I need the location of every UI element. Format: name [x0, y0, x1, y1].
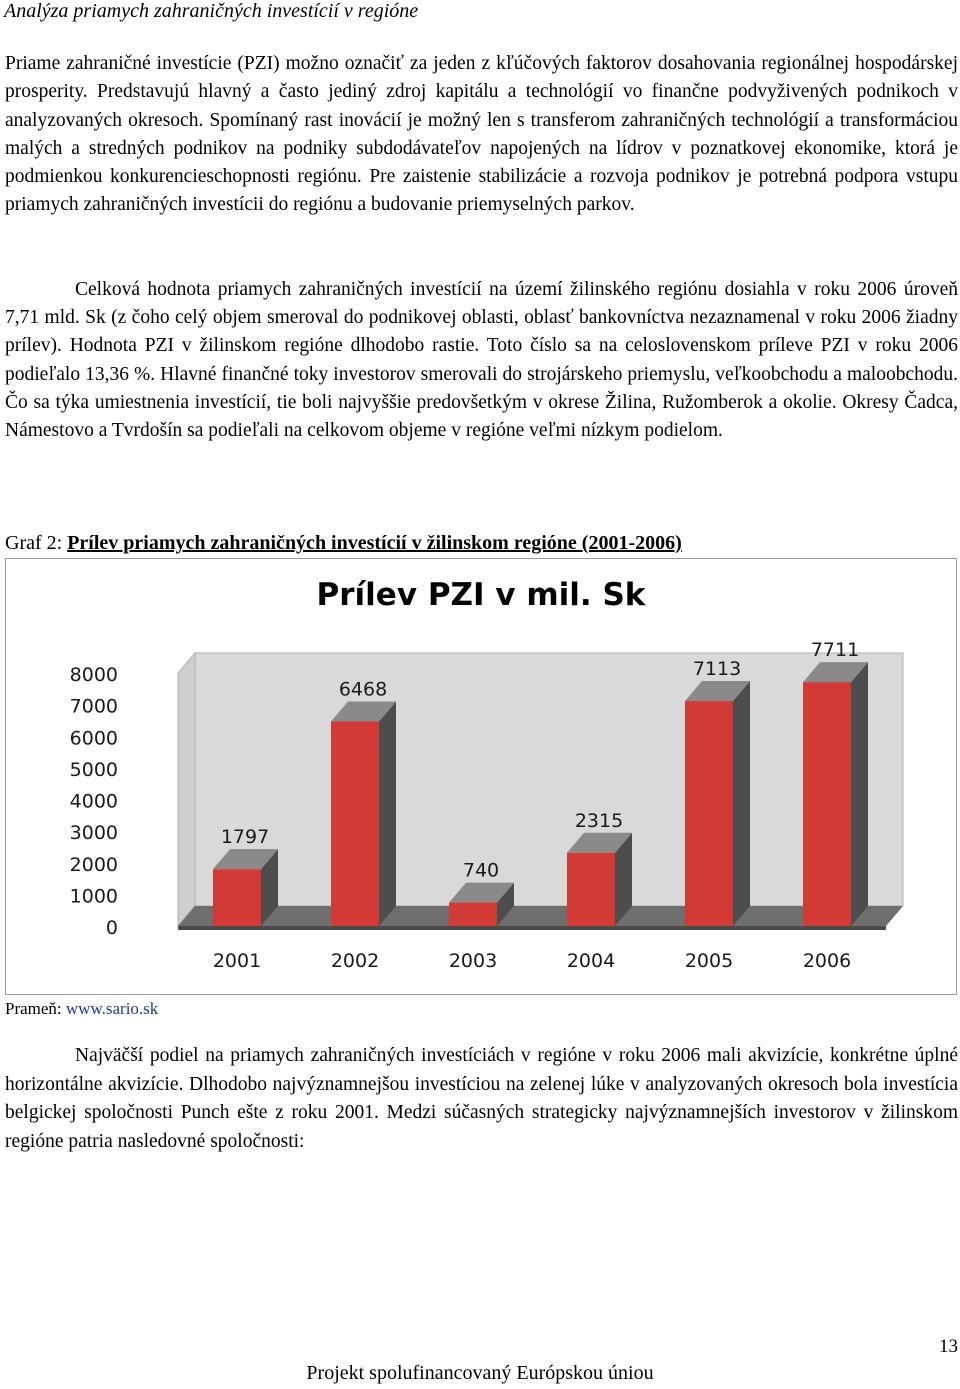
y-tick-label: 3000	[69, 822, 118, 845]
x-tick-label-2005: 2005	[684, 950, 734, 972]
paragraph-acquisitions: Najväčší podiel na priamych zahraničných investíciách v regióne v roku 2006 mali akvizície, konkrétne úplné horizontálne akvizície. Dlhodobo najvýznamnejšou investíciou na zelenej lúke v analyzovaných okresoch bola investícia belgickej spoločnosti Punch ešte z roku 2001. Medzi súčasných strategicky najvýznamnejších investorov v žilinskom regióne patria nasledovné spoločnosti:	[5, 1045, 958, 1152]
x-tick-label-2003: 2003	[448, 950, 498, 972]
chart-caption-title: Prílev priamych zahraničných investícií v žilinskom regióne (2001-2006)	[67, 532, 682, 554]
source-link[interactable]: www.sario.sk	[65, 999, 159, 1018]
pzi-inflow-chart	[5, 558, 957, 995]
data-label-2002: 6468	[338, 678, 388, 701]
source-label: Prameň:	[5, 999, 66, 1018]
chart-caption	[5, 529, 682, 557]
chart-floor	[178, 906, 903, 926]
bar-side	[851, 662, 868, 926]
bar-2001	[213, 869, 261, 926]
data-label-2001: 1797	[220, 826, 270, 849]
bar-2002	[331, 721, 379, 926]
y-tick-label: 2000	[69, 853, 118, 876]
chart-back-wall	[195, 653, 903, 906]
data-label-2004: 2315	[574, 809, 624, 832]
page-footer: Projekt spolufinancovaný Európskou úniou	[306, 1362, 654, 1384]
x-tick-label-2006: 2006	[802, 950, 852, 972]
running-header: Analýza priamych zahraničných investícií v regióne	[4, 0, 419, 22]
y-tick-label: 8000	[69, 664, 118, 686]
source-note	[5, 997, 158, 1021]
chart-title: Prílev PZI v mil. Sk	[316, 577, 646, 613]
paragraph-pzi-value: Celková hodnota priamych zahraničných investícií na území žilinského regiónu dosiahla v roku 2006 úroveň 7,71 mld. Sk (z čoho celý objem smeroval do podnikovej oblasti, oblasť bankovníctva nezaznamenal v roku 2006 žiadny prílev). Hodnota PZI v žilinskom regióne dlhodobo rastie. Toto číslo sa na celoslovenskom príleve PZI v roku 2006 podieľalo 13,36 %. Hlavné finančné toky investorov smerovali do strojárskeho priemyslu, veľkoobchodu a maloobchodu. Čo sa týka umiestnenia investícií, tie boli najvyššie predovšetkým v okrese Žilina, Ružomberok a okolie. Okresy Čadca, Námestovo a Tvrdošín sa podieľali na celkovom objeme v regióne veľmi nízkym podielom.	[5, 279, 958, 442]
data-label-2003: 740	[462, 859, 500, 882]
chart-caption-label: Graf 2:	[5, 532, 68, 554]
y-tick-label: 0	[105, 917, 118, 939]
bar-2003	[449, 903, 497, 926]
bar-side	[379, 701, 396, 926]
bar-2005	[685, 701, 733, 926]
bar-2004	[567, 853, 615, 926]
y-tick-label: 5000	[69, 758, 118, 781]
bar-2006	[803, 682, 851, 926]
data-label-2006: 7711	[810, 639, 860, 662]
pzi-chart-svg	[6, 559, 956, 994]
x-tick-label-2004: 2004	[566, 950, 616, 972]
x-tick-label-2002: 2002	[330, 950, 380, 972]
chart-side-wall	[178, 653, 195, 926]
x-tick-label-2001: 2001	[212, 950, 262, 972]
y-tick-label: 1000	[69, 885, 118, 908]
page-number: 13	[939, 1336, 958, 1357]
chart-floor-edge	[178, 926, 886, 930]
data-label-2005: 7113	[692, 658, 742, 681]
y-tick-label: 4000	[69, 790, 118, 813]
y-tick-label: 7000	[69, 695, 118, 718]
y-tick-label: 6000	[69, 727, 118, 750]
paragraph-pzi-intro: Priame zahraničné investície (PZI) možno označiť za jeden z kľúčových faktorov dosahovania regionálnej hospodárskej prosperity. Predstavujú hlavný a často jediný zdroj kapitálu a technológií vo finančne podvyživených podnikoch v analyzovaných okresoch. Spomínaný rast inovácií je možný len s transferom zahraničných technológií a transformáciou malých a stredných podnikov na podniky subdodávateľov napojených na lídrov v poznatkovej ekonomike, ktorá je podmienkou konkurencieschopnosti regiónu. Pre zaistenie stabilizácie a rozvoja podnikov je potrebná podpora vstupu priamych zahraničných investícii do regiónu a budovanie priemyselných parkov.	[5, 53, 958, 216]
bar-side	[733, 681, 750, 926]
